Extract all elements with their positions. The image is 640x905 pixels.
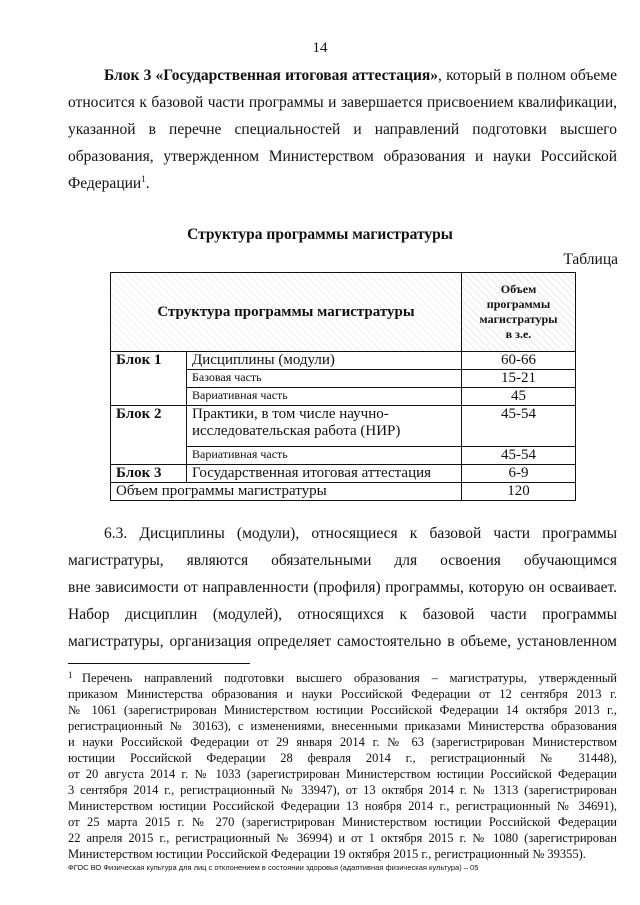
intro-paragraph	[68, 62, 617, 197]
value-cell: 45-54	[462, 447, 576, 465]
paragraph-6-3	[68, 520, 617, 655]
item-cell: Дисциплины (модули)	[187, 352, 462, 370]
table-row	[111, 406, 576, 447]
value-cell: 60-66	[462, 352, 576, 370]
intro-line: указанной в перечне специальностей и направлений подготовки высшего	[68, 121, 617, 138]
footnote-line: регистрационный № 30163), с изменениями, внесенными приказами Министерства образования	[68, 719, 617, 733]
footnote-line: от 20 августа 2014 г. № 1033 (зарегистрирован Министерством юстиции Российской Федерации	[68, 767, 617, 781]
para-line: Набор дисциплин (модулей), относящихся к базовой части программы	[68, 606, 617, 623]
total-value: 120	[462, 483, 576, 501]
intro-line: образования, утвержденном Министерством образования и науки Российской	[68, 148, 617, 165]
item-cell: Вариативная часть	[187, 447, 462, 465]
block-cell: Блок 2	[111, 406, 187, 465]
table-row	[111, 352, 576, 370]
footnote-line: Министерством юстиции Российской Федерации 13 ноября 2014 г., регистрационный № 34691),	[68, 799, 617, 813]
total-label: Объем программы магистратуры	[111, 483, 462, 501]
table-row	[111, 465, 576, 483]
block-cell: Блок 1	[111, 352, 187, 406]
intro-line: Федерации$^1$.	[68, 173, 150, 192]
value-cell: 15-21	[462, 370, 576, 388]
footnote-divider	[68, 663, 250, 664]
para-line: 6.3. Дисциплины (модули), относящиеся к базовой части программы	[104, 525, 617, 542]
intro-line: относится к базовой части программы и завершается присвоением квалификации,	[68, 94, 617, 111]
header-structure: Структура программы магистратуры	[111, 273, 462, 352]
item-cell: Государственная итоговая аттестация	[187, 465, 462, 483]
value-cell: 45-54	[462, 406, 576, 447]
para-line: магистратуры, организация определяет самостоятельно в объеме, установленном	[68, 633, 617, 650]
footnote-line: юстиции Российской Федерации 28 февраля 2014 г., регистрационный № 31448),	[68, 751, 617, 765]
footnote-marker: 1	[68, 670, 73, 680]
page-number: 14	[312, 40, 328, 56]
item-cell: Базовая часть	[187, 370, 462, 388]
program-structure-table	[110, 272, 576, 501]
block3-title: Блок 3 «Государственная итоговая аттестация»	[104, 67, 439, 84]
block-cell: Блок 3	[111, 465, 187, 483]
table-total-row	[111, 483, 576, 501]
footnote-line: 3 сентября 2014 г., регистрационный № 33947), от 13 октября 2014 г. № 1313 (зарегистрирован	[68, 783, 617, 797]
table-label: Таблица	[563, 251, 618, 268]
value-cell: 6-9	[462, 465, 576, 483]
footnote-line: Перечень направлений подготовки высшего образования – магистратуры, утвержденный	[82, 671, 617, 685]
para-line: вне зависимости от направленности (профиля) программы, которую он осваивает.	[68, 579, 617, 596]
page-footer: ФГОС ВО Физическая культура для лиц с отклонением в состоянии здоровья (адаптивная физическая культура) – 05	[68, 863, 479, 872]
footnote-line: Министерством юстиции Российской Федерации 19 октября 2015 г., регистрационный № 39355).	[68, 847, 586, 861]
header-volume: Объем программы магистратуры в з.е.	[462, 273, 576, 352]
footnote-reference[interactable]: 1	[141, 173, 146, 184]
item-cell: Практики, в том числе научно- исследовательская работа (НИР)	[187, 406, 462, 447]
footnote-line: приказом Министерства образования и науки Российской Федерации от 12 сентября 2013 г.	[68, 687, 617, 701]
section-title: Структура программы магистратуры	[187, 226, 453, 243]
footnote-line: от 25 марта 2015 г. № 270 (зарегистрирован Министерством юстиции Российской Федерации	[68, 815, 617, 829]
intro-line: Блок 3 «Государственная итоговая аттестация», который в полном объеме	[104, 67, 617, 84]
footnote-line: 22 апреля 2015 г., регистрационный № 36994) и от 1 октября 2015 г. № 1080 (зарегистрирован	[68, 831, 617, 845]
footnote	[68, 670, 617, 862]
item-cell: Вариативная часть	[187, 388, 462, 406]
value-cell: 45	[462, 388, 576, 406]
para-line: магистратуры, являются обязательными для освоения обучающимся	[68, 552, 617, 569]
footnote-line: № 1061 (зарегистрирован Министерством юстиции Российской Федерации 14 октября 2013 г.,	[68, 703, 617, 717]
footnote-line: и науки Российской Федерации от 29 января 2014 г. № 63 (зарегистрирован Министерством	[68, 735, 617, 749]
table-header-row	[111, 273, 576, 352]
